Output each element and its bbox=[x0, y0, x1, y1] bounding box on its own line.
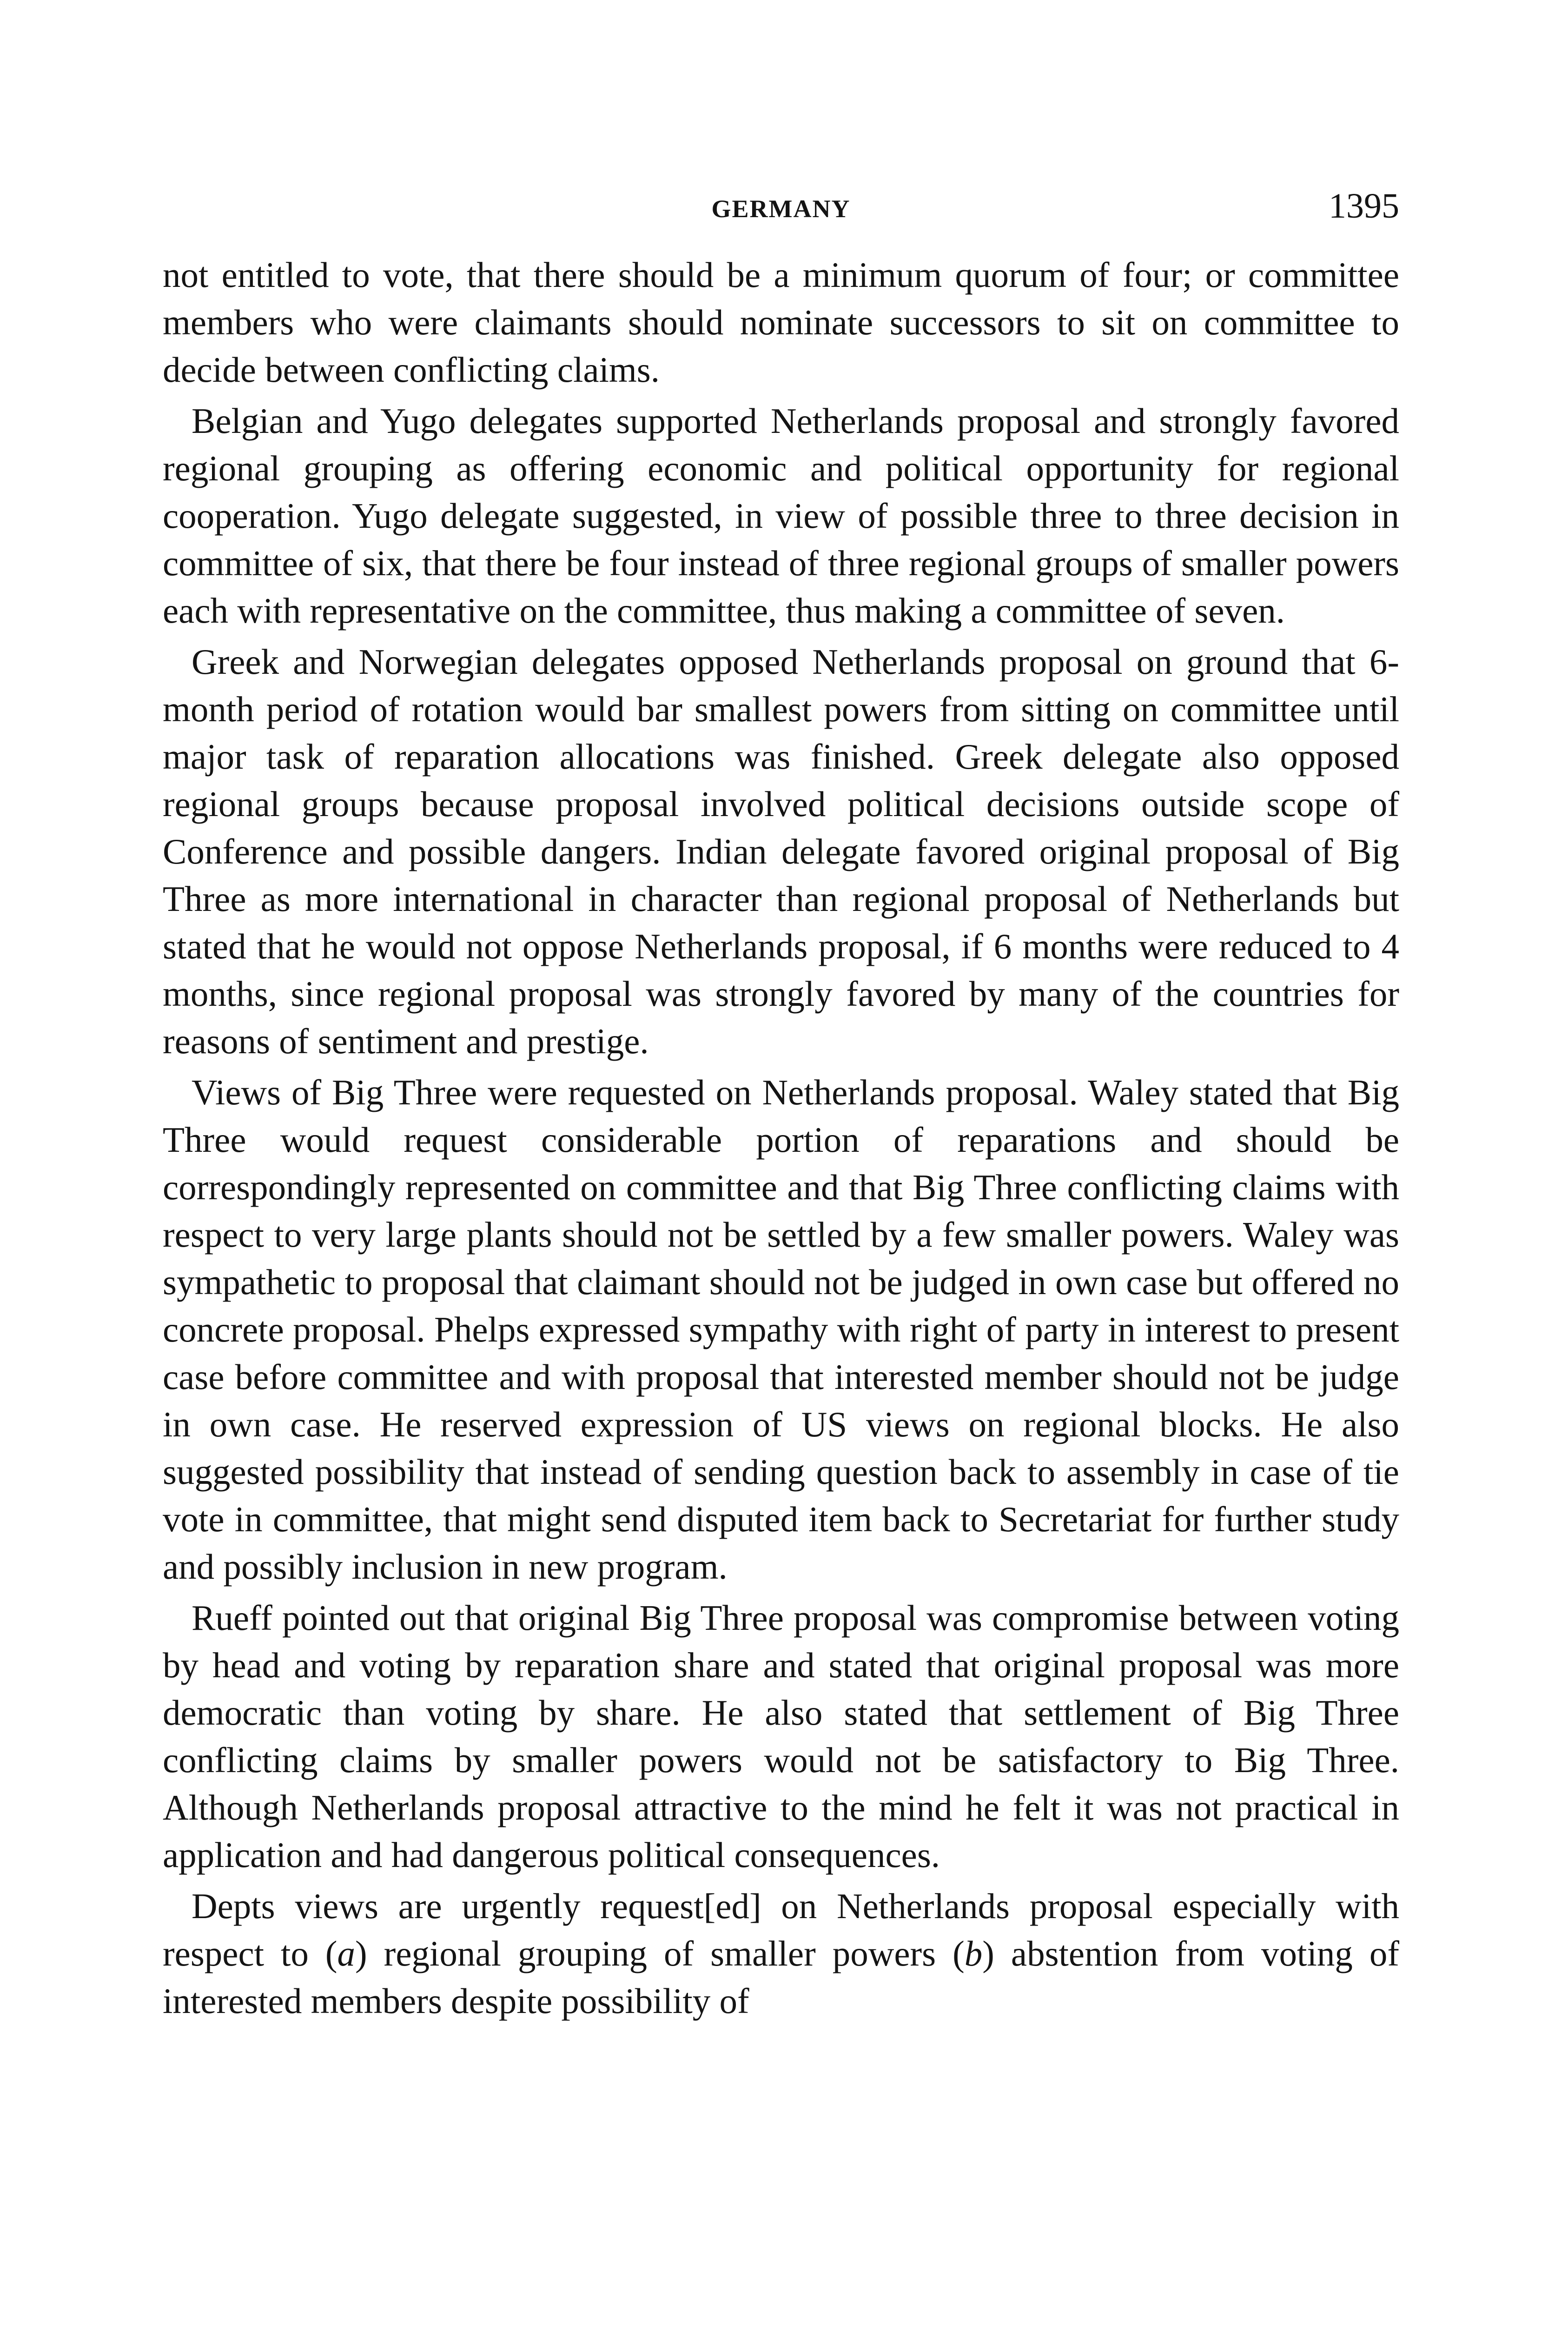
text-span: ) abstention from voting of interested members despite possibility of bbox=[163, 1933, 1399, 2021]
paragraph-continued: not entitled to vote, that there should be a minimum quorum of four; or committee members who were claimants should nominate successors to sit on committee to decide between conflicting claims. bbox=[163, 255, 1399, 390]
paragraph: Views of Big Three were requested on Netherlands proposal. Waley stated that Big Three would request considerable portion of reparations and should be correspondingly represented on committee and that Big Three conflicting claims with respect to very large plants should not be settled by a few smaller powers. Waley was sympathetic to proposal that claimant should not be judged in own case but offered no concrete proposal. Phelps expressed sympathy with right of party in interest to present case before committee and with proposal that interested member should not be judge in own case. He reserved expression of US views on regional blocks. He also suggested possibility that instead of sending question back to assembly in case of tie vote in committee, that might send disputed item back to Secretariat for further study and possibly inclusion in new program. bbox=[163, 1072, 1399, 1587]
paragraph-last bbox=[163, 1882, 1399, 2025]
text-span: Depts views are urgently request[ed] on Netherlands proposal especially with respect to ( bbox=[163, 1886, 1399, 1973]
body-text bbox=[163, 251, 1399, 2025]
paragraph: Belgian and Yugo delegates supported Netherlands proposal and strongly favored regional grouping as offering economic and political opportunity for regional cooperation. Yugo delegate suggested, in view of possible three to three decision in committee of six, that there be four instead of three regional groups of smaller powers each with representative on the committee, thus making a committee of seven. bbox=[163, 401, 1399, 631]
document-page bbox=[163, 186, 1399, 2028]
running-title: GERMANY bbox=[711, 195, 851, 223]
list-marker-a: a bbox=[337, 1933, 356, 1973]
running-head bbox=[163, 186, 1399, 228]
paragraph: Greek and Norwegian delegates opposed Netherlands proposal on ground that 6-month period of rotation would bar smallest powers from sitting on committee until major task of reparation allocations was finished. Greek delegate also opposed regional groups because proposal involved political decisions outside scope of Conference and possible dangers. Indian delegate favored original proposal of Big Three as more international in character than regional proposal of Netherlands but stated that he would not oppose Netherlands proposal, if 6 months were reduced to 4 months, since regional proposal was strongly favored by many of the countries for reasons of sentiment and prestige. bbox=[163, 642, 1399, 1061]
list-marker-b: b bbox=[964, 1933, 983, 1973]
text-span: ) regional grouping of smaller powers ( bbox=[355, 1933, 965, 1973]
page-number: 1395 bbox=[1329, 186, 1399, 226]
paragraph: Rueff pointed out that original Big Three proposal was compromise between voting by head and voting by reparation share and stated that original proposal was more democratic than voting by share. He also stated that settlement of Big Three conflicting claims by smaller powers would not be satisfactory to Big Three. Although Netherlands proposal attractive to the mind he felt it was not practical in application and had dangerous political consequences. bbox=[163, 1598, 1399, 1875]
